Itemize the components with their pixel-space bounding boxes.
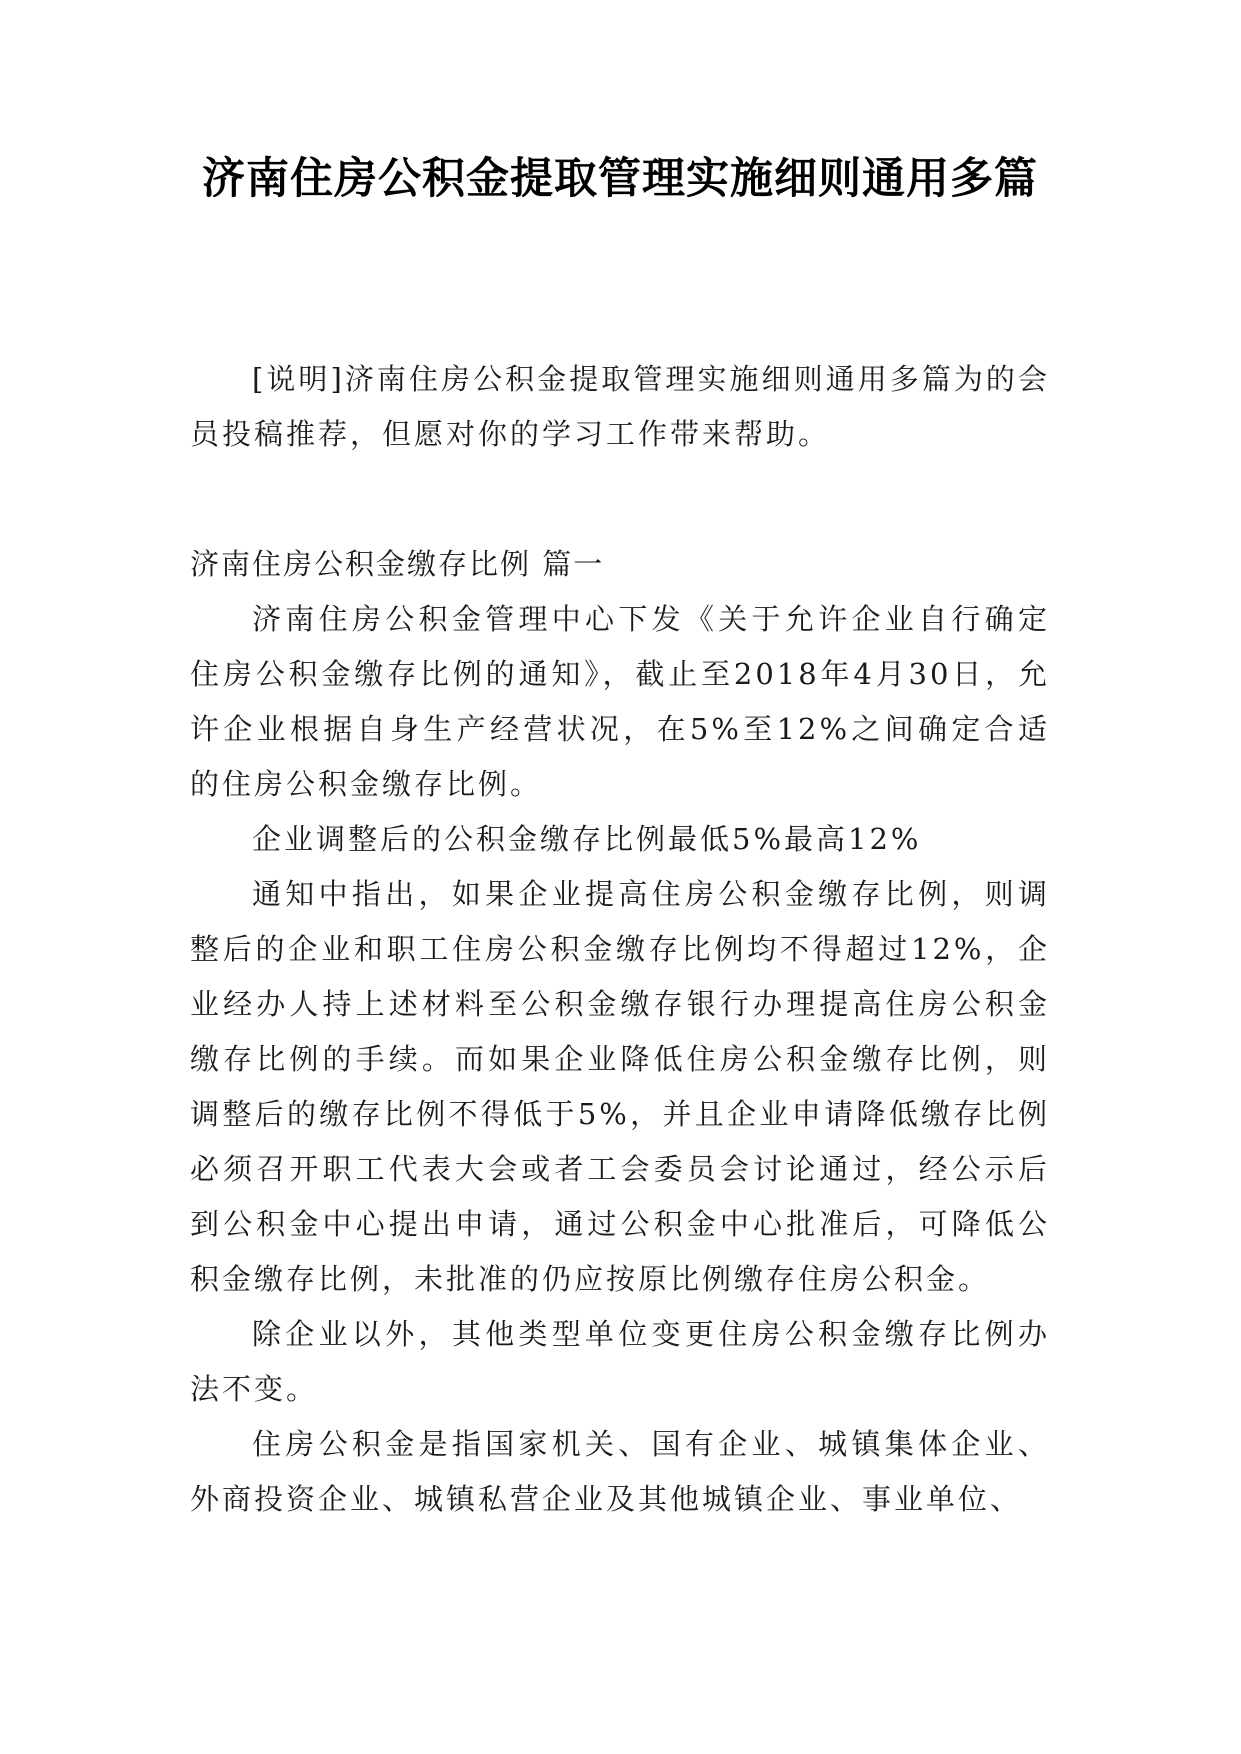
body-paragraph-1: 济南住房公积金管理中心下发《关于允许企业自行确定住房公积金缴存比例的通知》，截止至2018年4月30日，允许企业根据自身生产经营状况，在5%至12%之间确定合适的住房公积金缴存比例。 [190,602,1050,801]
section-spacer [190,462,1050,537]
intro-paragraph: [说明]济南住房公积金提取管理实施细则通用多篇为的会员投稿推荐，但愿对你的学习工作带来帮助。 [190,362,1050,451]
body-paragraph-3: 通知中指出，如果企业提高住房公积金缴存比例，则调整后的企业和职工住房公积金缴存比例均不得超过12%，企业经办人持上述材料至公积金缴存银行办理提高住房公积金缴存比例的手续。而如果企业降低住房公积金缴存比例，则调整后的缴存比例不得低于5%，并且企业申请降低缴存比例必须召开职工代表大会或者工会委员会讨论通过，经公示后到公积金中心提出申请，通过公积金中心批准后，可降低公积金缴存比例，未批准的仍应按原比例缴存住房公积金。 [190,877,1050,1296]
section-heading: 济南住房公积金缴存比例 篇一 [190,547,605,581]
body-paragraph-4: 除企业以外，其他类型单位变更住房公积金缴存比例办法不变。 [190,1317,1050,1406]
body-paragraph-2: 企业调整后的公积金缴存比例最低5%最高12% [252,822,922,856]
document-title: 济南住房公积金提取管理实施细则通用多篇 [202,154,1038,204]
document-body [190,352,1050,1527]
body-paragraph-5: 住房公积金是指国家机关、国有企业、城镇集体企业、外商投资企业、城镇私营企业及其他城镇企业、事业单位、 [190,1427,1050,1516]
